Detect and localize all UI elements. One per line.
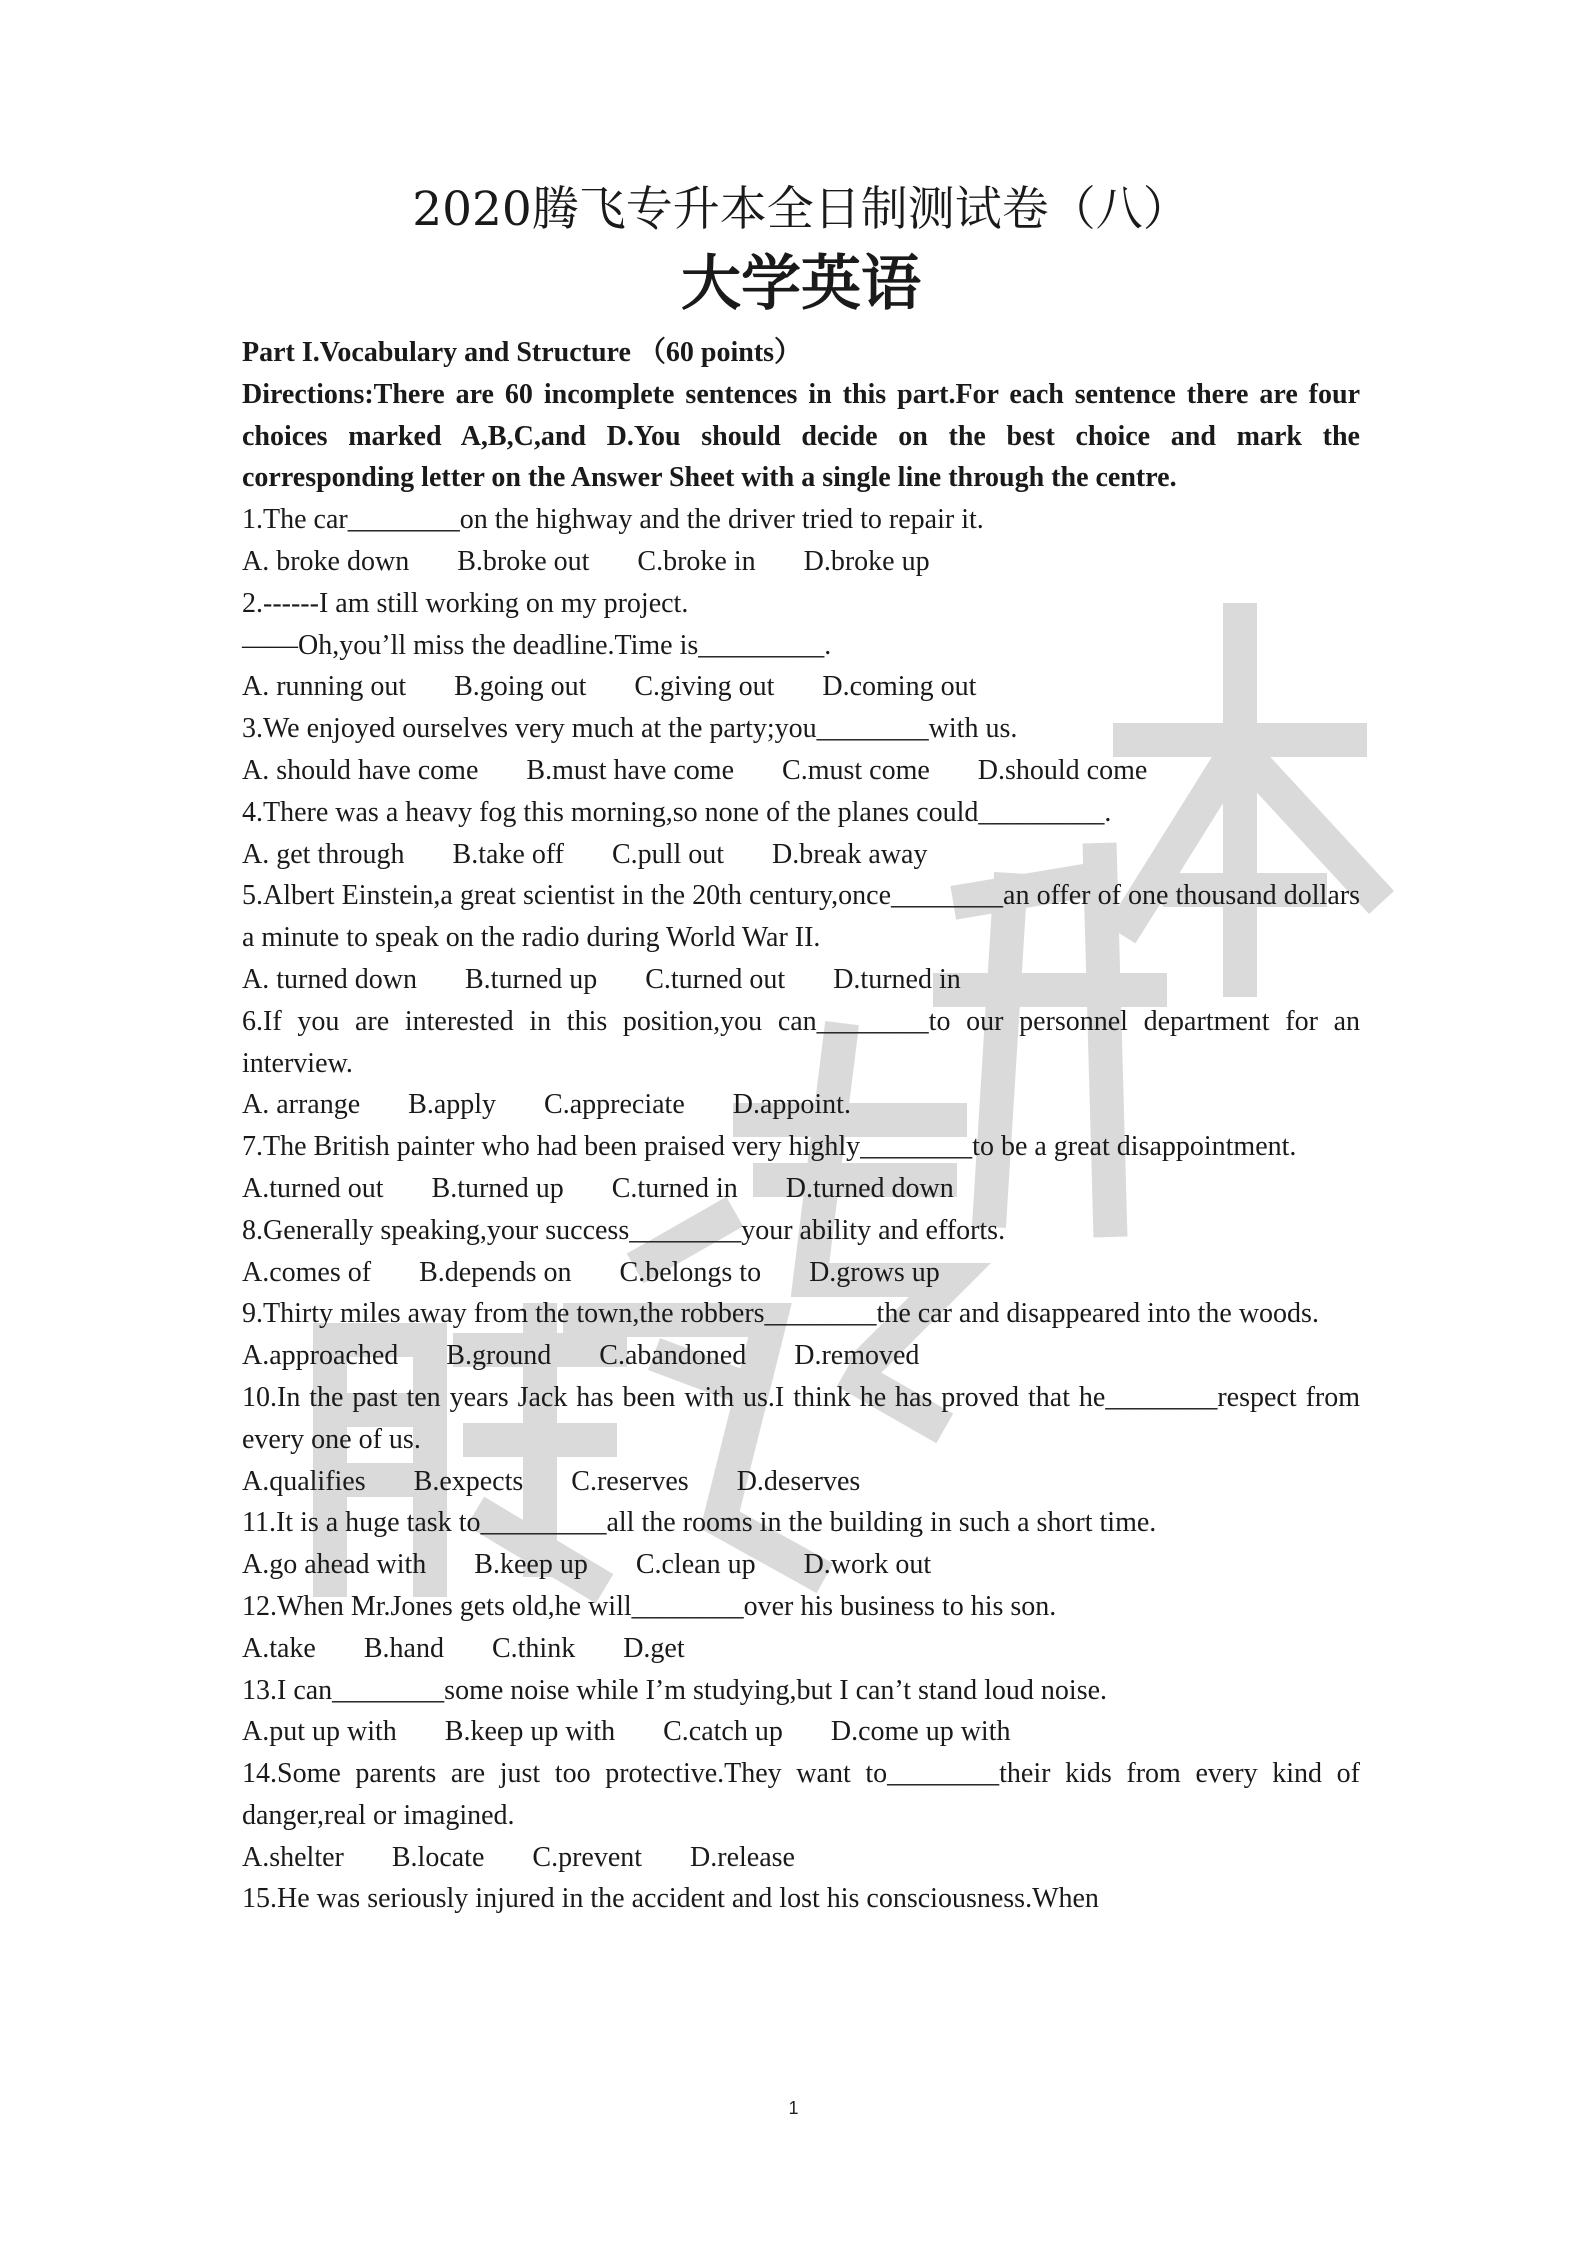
question-stem: 5.Albert Einstein,a great scientist in the 20th century,once________an offer of one thousand dollars a minute to speak on the radio during World War II. xyxy=(242,880,1367,954)
answer-option: B.broke out xyxy=(457,545,590,577)
question-stem: 14.Some parents are just too protective.They want to________their kids from every kind of danger,real or imagined. xyxy=(242,1758,1367,1831)
answer-option: D.release xyxy=(690,1841,795,1873)
answer-option: B.must have come xyxy=(526,754,735,786)
answer-option: D.coming out xyxy=(822,671,977,703)
answer-options xyxy=(242,750,1360,792)
answer-option: D.break away xyxy=(772,838,928,870)
answer-options xyxy=(242,1628,1360,1670)
answer-option: B.expects xyxy=(413,1465,524,1497)
answer-option: D.get xyxy=(623,1632,685,1664)
question-stem: 12.When Mr.Jones gets old,he will________over his business to his son. xyxy=(242,1590,1057,1622)
answer-option: C.appreciate xyxy=(544,1089,685,1121)
answer-option: A. get through xyxy=(242,838,405,870)
question-stem: 2.------I am still working on my project. ——Oh,you’ll miss the deadline.Time is_________. xyxy=(242,587,832,661)
answer-option: B.apply xyxy=(408,1089,497,1121)
answer-option: B.keep up xyxy=(474,1549,588,1581)
answer-options xyxy=(242,541,1360,583)
answer-option: D.turned down xyxy=(785,1172,954,1204)
part-heading: Part I.Vocabulary and Structure （60 points） xyxy=(242,337,803,368)
answer-option: C.think xyxy=(491,1632,576,1664)
answer-option: C.belongs to xyxy=(619,1256,762,1288)
question-stem: 11.It is a huge task to_________all the rooms in the building in such a short time. xyxy=(242,1507,1157,1539)
answer-option: D.come up with xyxy=(830,1716,1011,1748)
answer-options xyxy=(242,1544,1360,1586)
answer-option: D.appoint. xyxy=(732,1089,851,1121)
answer-option: C.turned in xyxy=(611,1172,738,1204)
answer-option: B.turned up xyxy=(431,1172,564,1204)
answer-option: C.broke in xyxy=(637,545,756,577)
answer-option: B.depends on xyxy=(419,1256,572,1288)
answer-options xyxy=(242,959,1360,1001)
answer-option: C.giving out xyxy=(634,671,775,703)
answer-option: A.comes of xyxy=(242,1256,372,1288)
question-stem: 13.I can________some noise while I’m studying,but I can’t stand loud noise. xyxy=(242,1674,1108,1706)
answer-options xyxy=(242,1837,1360,1879)
answer-option: C.clean up xyxy=(635,1549,756,1581)
question-stem: 7.The British painter who had been praised very highly________to be a great disappointment. xyxy=(242,1131,1297,1163)
question-stem: 6.If you are interested in this position,you can________to our personnel department for an interview. xyxy=(242,1005,1367,1079)
answer-options xyxy=(242,666,1360,708)
answer-options xyxy=(242,1461,1360,1503)
answer-option: A.take xyxy=(242,1632,316,1664)
answer-options xyxy=(242,1335,1360,1377)
answer-option: A. broke down xyxy=(242,545,410,577)
question-list xyxy=(242,499,1367,1920)
question-stem: 1.The car________on the highway and the driver tried to repair it. xyxy=(242,504,984,536)
answer-option: C.must come xyxy=(782,754,930,786)
answer-option: A. running out xyxy=(242,671,407,703)
question-stem: 3.We enjoyed ourselves very much at the party;you________with us. xyxy=(242,713,1018,745)
answer-option: C.catch up xyxy=(663,1716,783,1748)
exam-content xyxy=(242,176,1367,1920)
answer-option: A.turned out xyxy=(242,1172,384,1204)
answer-option: A. turned down xyxy=(242,963,417,995)
answer-option: A.approached xyxy=(242,1340,399,1372)
answer-option: B.hand xyxy=(363,1632,444,1664)
answer-options xyxy=(242,1711,1360,1753)
answer-option: D.removed xyxy=(794,1340,920,1372)
exam-title: 2020腾飞专升本全日制测试卷（八） xyxy=(412,182,1190,237)
answer-option: B.turned up xyxy=(464,963,598,995)
subject-title: 大学英语 xyxy=(681,249,921,319)
answer-option: C.abandoned xyxy=(599,1340,747,1372)
answer-option: D.turned in xyxy=(833,963,961,995)
answer-option: B.take off xyxy=(452,838,564,870)
answer-option: D.broke up xyxy=(803,545,930,577)
question-stem: 4.There was a heavy fog this morning,so none of the planes could_________. xyxy=(242,796,1112,828)
answer-option: C.reserves xyxy=(571,1465,689,1497)
answer-option: A. should have come xyxy=(242,754,479,786)
question-stem: 15.He was seriously injured in the accident and lost his consciousness.When xyxy=(242,1883,1099,1915)
answer-option: D.deserves xyxy=(736,1465,861,1497)
answer-option: B.keep up with xyxy=(444,1716,616,1748)
answer-option: B.locate xyxy=(391,1841,485,1873)
answer-option: D.work out xyxy=(803,1549,932,1581)
answer-options xyxy=(242,1084,1360,1126)
answer-options xyxy=(242,1168,1360,1210)
answer-option: C.turned out xyxy=(645,963,786,995)
page-number: 1 xyxy=(788,2098,799,2118)
answer-option: D.grows up xyxy=(809,1256,940,1288)
answer-option: A.shelter xyxy=(242,1841,344,1873)
answer-option: A.qualifies xyxy=(242,1465,366,1497)
answer-option: B.ground xyxy=(446,1340,552,1372)
directions-text: Directions:There are 60 incomplete sentences in this part.For each sentence there are four choices marked A,B,C,and D.You should decide on the best choice and mark the corresponding letter on the Answer Sheet with a single line through the centre. xyxy=(242,378,1367,494)
answer-option: C.pull out xyxy=(611,838,724,870)
answer-option: A.go ahead with xyxy=(242,1549,427,1581)
answer-option: D.should come xyxy=(977,754,1148,786)
answer-option: A.put up with xyxy=(242,1716,397,1748)
answer-option: A. arrange xyxy=(242,1089,361,1121)
question-stem: 10.In the past ten years Jack has been with us.I think he has proved that he________respect from every one of us. xyxy=(242,1381,1367,1455)
question-stem: 8.Generally speaking,your success________your ability and efforts. xyxy=(242,1214,1006,1246)
answer-options xyxy=(242,834,1360,876)
answer-option: B.going out xyxy=(454,671,587,703)
answer-option: C.prevent xyxy=(532,1841,643,1873)
answer-options xyxy=(242,1252,1360,1294)
question-stem: 9.Thirty miles away from the town,the robbers________the car and disappeared into the woods. xyxy=(242,1298,1319,1330)
